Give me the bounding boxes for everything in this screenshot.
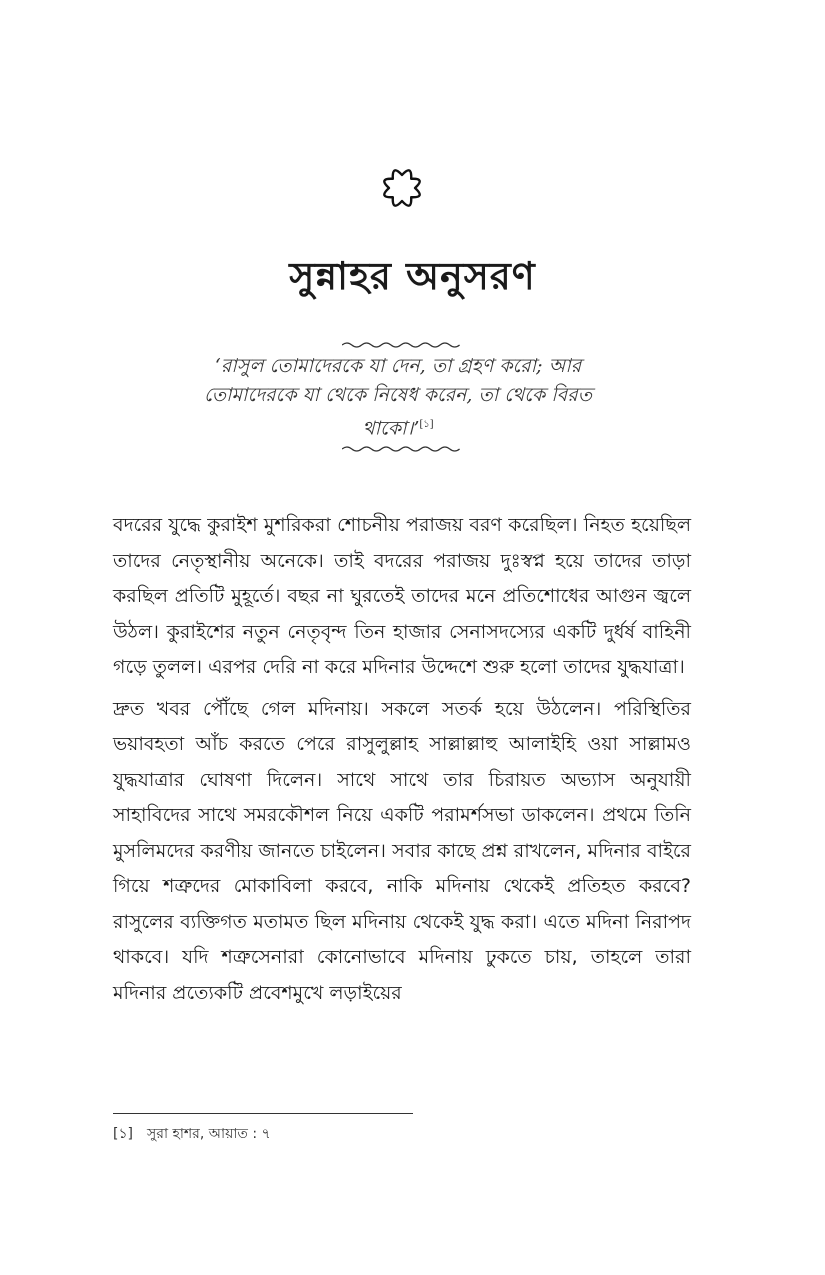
body-paragraph-1: বদরের যুদ্ধে কুরাইশ মুশরিকরা শোচনীয় পরাজয় বরণ করেছিল। নিহত হয়েছিল তাদের নেতৃস্থানীয় অনেকে। তাই বদরের পরাজয় দুঃস্বপ্ন হয়ে তাদের তাড়া করছিল প্রতিটি মুহূর্তে। বছর না ঘুরতেই তাদের মনে প্রতিশোধের আগুন জ্বলে উঠল। কুরাইশের নতুন নেতৃবৃন্দ তিন হাজার সেনাসদস্যের একটি দুর্ধর্ষ বাহিনী গড়ে তুলল। এরপর দেরি না করে মদিনার উদ্দেশে শুরু হলো তাদের যুদ্ধযাত্রা। xyxy=(113,514,691,678)
wave-divider-bottom xyxy=(342,444,460,454)
chapter-title: সুন্নাহর অনুসরণ xyxy=(289,254,536,298)
footnote xyxy=(113,1124,271,1144)
eight-point-flower-icon xyxy=(372,158,432,218)
epigraph-text: ‘রাসুল তোমাদেরকে যা দেন, তা গ্রহণ করো; আর তোমাদেরকে যা থেকে নিষেধ করেন, তা থেকে বিরত থাকো।’ xyxy=(204,355,592,440)
epigraph-quote xyxy=(168,352,628,443)
footnote-marker: [১] xyxy=(113,1126,134,1142)
epigraph-note-ref[interactable]: [১] xyxy=(419,419,434,430)
footnote-text: সুরা হাশর, আয়াত : ৭ xyxy=(147,1126,271,1142)
wave-divider-top xyxy=(342,340,460,350)
footnote-separator xyxy=(113,1113,413,1114)
body-text xyxy=(113,508,691,1017)
body-paragraph-2: দ্রুত খবর পৌঁছে গেল মদিনায়। সকলে সতর্ক হয়ে উঠলেন। পরিস্থিতির ভয়াবহতা আঁচ করতে পেরে রাসুলুল্লাহ সাল্লাল্লাহু আলাইহি ওয়া সাল্লামও যুদ্ধযাত্রার ঘোষণা দিলেন। সাথে সাথে তার চিরায়ত অভ্যাস অনুযায়ী সাহাবিদের সাথে সমরকৌশল নিয়ে একটি পরামর্শসভা ডাকলেন। প্রথমে তিনি মুসলিমদের করণীয় জানতে চাইলেন। সবার কাছে প্রশ্ন রাখলেন, মদিনার বাইরে গিয়ে শত্রুদের মোকাবিলা করবে, নাকি মদিনায় থেকেই প্রতিহত করবে? রাসুলের ব্যক্তিগত মতামত ছিল মদিনায় থেকেই যুদ্ধ করা। এতে মদিনা নিরাপদ থাকবে। যদি শত্রুসেনারা কোনোভাবে মদিনায় ঢুকতে চায়, তাহলে তারা মদিনার প্রত্যেকটি প্রবেশমুখে লড়াইয়ের xyxy=(113,697,691,1004)
